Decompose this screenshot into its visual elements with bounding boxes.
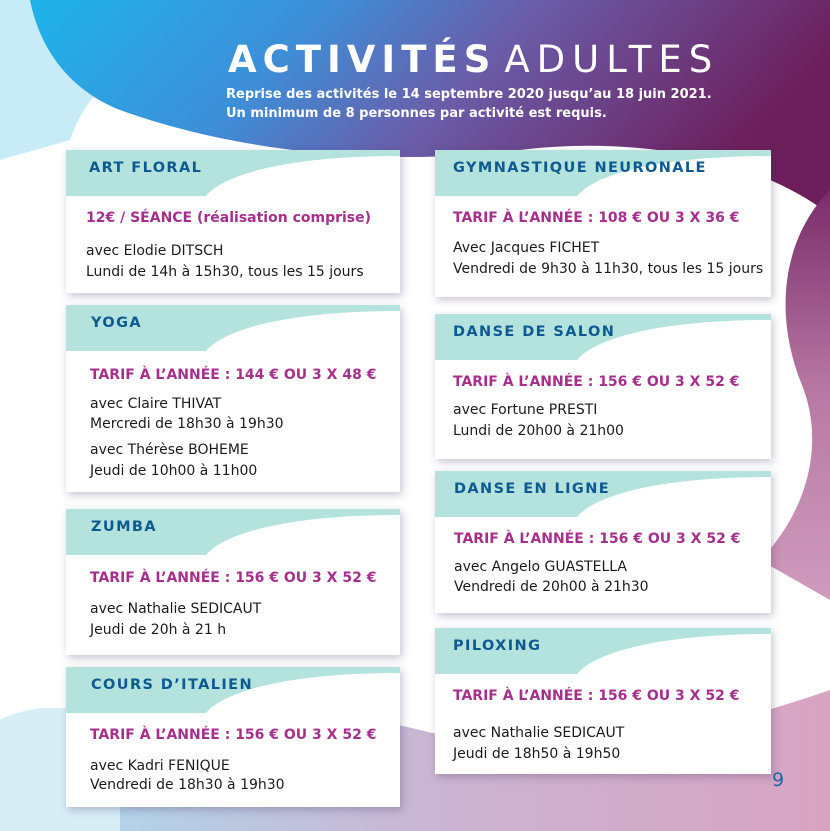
activity-instructor: avec Angelo GUASTELLA bbox=[454, 559, 627, 575]
activity-name: DANSE DE SALON bbox=[453, 324, 616, 340]
activity-instructor: avec Nathalie SEDICAUT bbox=[90, 601, 262, 617]
activity-schedule: Vendredi de 18h30 à 19h30 bbox=[90, 777, 285, 793]
activity-schedule: Mercredi de 18h30 à 19h30 bbox=[90, 416, 284, 432]
activity-name: DANSE EN LIGNE bbox=[454, 481, 611, 497]
activity-price: TARIF À L’ANNÉE : 144 € OU 3 X 48 € bbox=[90, 367, 377, 383]
activity-instructor: avec Claire THIVAT bbox=[90, 396, 222, 412]
activity-price: TARIF À L’ANNÉE : 156 € OU 3 X 52 € bbox=[453, 688, 740, 704]
card-danse-de-salon bbox=[435, 314, 771, 459]
page-subtitle bbox=[226, 85, 712, 123]
card-cours-italien bbox=[66, 667, 400, 807]
activity-name: YOGA bbox=[91, 315, 143, 331]
activity-instructor: avec Thérèse BOHEME bbox=[90, 442, 249, 458]
activity-instructor: avec Nathalie SEDICAUT bbox=[453, 725, 625, 741]
activity-instructor: avec Elodie DITSCH bbox=[86, 243, 224, 259]
activity-schedule: Vendredi de 20h00 à 21h30 bbox=[454, 579, 649, 595]
card-danse-en-ligne bbox=[435, 471, 771, 613]
activity-schedule: Jeudi de 10h00 à 11h00 bbox=[90, 463, 258, 479]
activity-schedule: Vendredi de 9h30 à 11h30, tous les 15 jours bbox=[453, 261, 764, 277]
activity-price: TARIF À L’ANNÉE : 108 € OU 3 X 36 € bbox=[453, 210, 740, 226]
activity-schedule: Jeudi de 18h50 à 19h50 bbox=[453, 746, 621, 762]
activity-instructor: Avec Jacques FICHET bbox=[453, 240, 600, 256]
card-yoga bbox=[66, 305, 400, 492]
activity-price: 12€ / SÉANCE (réalisation comprise) bbox=[86, 210, 372, 226]
subtitle-line-dates: Reprise des activités le 14 septembre 2020 jusqu’au 18 juin 2021. bbox=[226, 87, 712, 102]
activity-name: ZUMBA bbox=[91, 519, 157, 535]
page-number: 9 bbox=[772, 769, 785, 791]
activity-name: COURS D’ITALIEN bbox=[91, 677, 253, 693]
activity-instructor: avec Fortune PRESTI bbox=[453, 402, 598, 418]
card-art-floral bbox=[66, 150, 400, 293]
activity-price: TARIF À L’ANNÉE : 156 € OU 3 X 52 € bbox=[454, 531, 741, 547]
activity-price: TARIF À L’ANNÉE : 156 € OU 3 X 52 € bbox=[90, 570, 377, 586]
card-piloxing bbox=[435, 628, 771, 774]
activity-name: GYMNASTIQUE NEURONALE bbox=[453, 160, 707, 176]
activity-instructor: avec Kadri FENIQUE bbox=[90, 758, 230, 774]
page-title: ACTIVITÉS ADULTES bbox=[228, 38, 720, 81]
activity-name: PILOXING bbox=[453, 638, 542, 654]
activity-schedule: Jeudi de 20h à 21 h bbox=[90, 622, 227, 638]
subtitle-line-minimum: Un minimum de 8 personnes par activité est requis. bbox=[226, 106, 607, 121]
activity-price: TARIF À L’ANNÉE : 156 € OU 3 X 52 € bbox=[453, 374, 740, 390]
activity-price: TARIF À L’ANNÉE : 156 € OU 3 X 52 € bbox=[90, 727, 377, 743]
activity-name: ART FLORAL bbox=[89, 160, 203, 176]
card-zumba bbox=[66, 509, 400, 655]
activity-schedule: Lundi de 14h à 15h30, tous les 15 jours bbox=[86, 264, 364, 280]
card-gymnastique-neuronale bbox=[435, 150, 771, 297]
activity-schedule: Lundi de 20h00 à 21h00 bbox=[453, 423, 624, 439]
